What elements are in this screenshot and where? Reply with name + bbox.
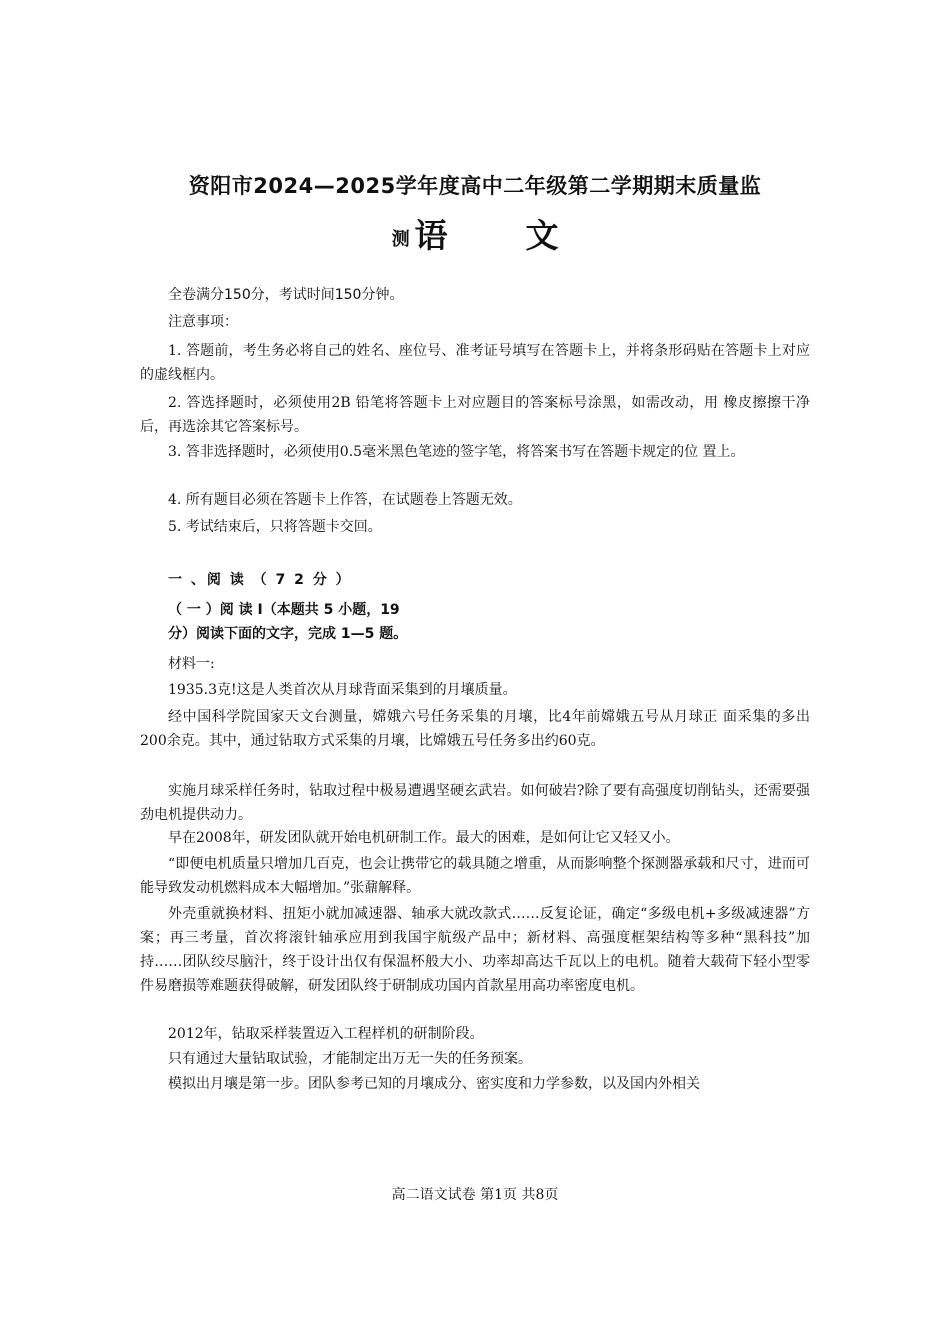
exam-title: 资阳市2024—2025学年度高中二年级第二学期期末质量监	[188, 174, 762, 198]
notice-item-3: 3. 答非选择题时，必须使用0.5毫米黑色笔迹的签字笔，将答案书写在答题卡规定的位 置上。	[168, 444, 745, 460]
section-subheading-2: 分）阅读下面的文字，完成 1—5 题。	[168, 626, 408, 642]
page-footer: 高二语文试卷 第1页 共8页	[391, 1187, 559, 1203]
section-heading: 一 、阅 读 （ 7 2 分 ）	[168, 572, 352, 588]
material-paragraph-1: 1935.3克!这是人类首次从月球背面采集到的月壤质量。	[168, 682, 517, 698]
notice-item-1: 1. 答题前，考生务必将自己的姓名、座位号、准考证号填写在答题卡上，并将条形码贴在答题卡上对应的虚线框内。	[140, 343, 810, 383]
material-paragraph-8: 只有通过大量钻取试验，才能制定出万无一失的任务预案。	[168, 1051, 532, 1067]
notice-item-4: 4. 所有题目必须在答题卡上作答，在试题卷上答题无效。	[168, 492, 522, 508]
notice-heading: 注意事项：	[168, 314, 238, 330]
material-paragraph-5: “即便电机质量只增加几百克，也会让携带它的载具随之增重，从而影响整个探测器承载和尺寸，进而可能导致发动机燃料成本大幅增加。”张鼐解释。	[140, 856, 810, 896]
subject-char-1: 语	[414, 216, 448, 255]
material-paragraph-2: 经中国科学院国家天文台测量，嫦娥六号任务采集的月壤，比4年前嫦娥五号从月球正 面采集的多出200余克。其中，通过钻取方式采集的月壤，比嫦娥五号任务多出约60克。	[140, 709, 810, 749]
notice-item-2: 2. 答选择题时，必须使用2B 铅笔将答题卡上对应题目的答案标号涂黑，如需改动，用 橡皮擦擦干净后，再选涂其它答案标号。	[140, 395, 810, 435]
title-tail: 测	[391, 229, 410, 250]
material-paragraph-6: 外壳重就换材料、扭矩小就加减速器、轴承大就改款式……反复论证，确定“多级电机+多级减速器”方案；再三考量，首次将滚针轴承应用到我国宇航级产品中；新材料、高强度框架结构等多种“黑科技”加持……团队绞尽脑汁，终于设计出仅有保温杯般大小、功率却高达千瓦以上的电机。随着大载荷下轻小型零件易磨损等难题获得破解，研发团队终于研制成功国内首款星用高功率密度电机。	[140, 906, 810, 994]
section-subheading-1: （ 一 ）阅 读 I（本题共 5 小题，19	[168, 602, 400, 618]
subject-line	[0, 210, 950, 254]
material-paragraph-9: 模拟出月壤是第一步。团队参考已知的月壤成分、密实度和力学参数，以及国内外相关	[168, 1076, 700, 1092]
material-paragraph-4: 早在2008年，研发团队就开始电机研制工作。最大的困难，是如何让它又轻又小。	[168, 830, 680, 846]
material-paragraph-7: 2012年，钻取采样装置迈入工程样机的研制阶段。	[168, 1026, 484, 1042]
notice-item-5: 5. 考试结束后，只将答题卡交回。	[168, 519, 382, 535]
score-time: 全卷满分150分，考试时间150分钟。	[168, 287, 404, 303]
material-paragraph-3: 实施月球采样任务时，钻取过程中极易遭遇坚硬玄武岩。如何破岩?除了要有高强度切削钻头，还需要强劲电机提供动力。	[140, 783, 810, 823]
subject-char-2: 文	[525, 216, 559, 255]
material-label: 材料一:	[168, 656, 215, 672]
